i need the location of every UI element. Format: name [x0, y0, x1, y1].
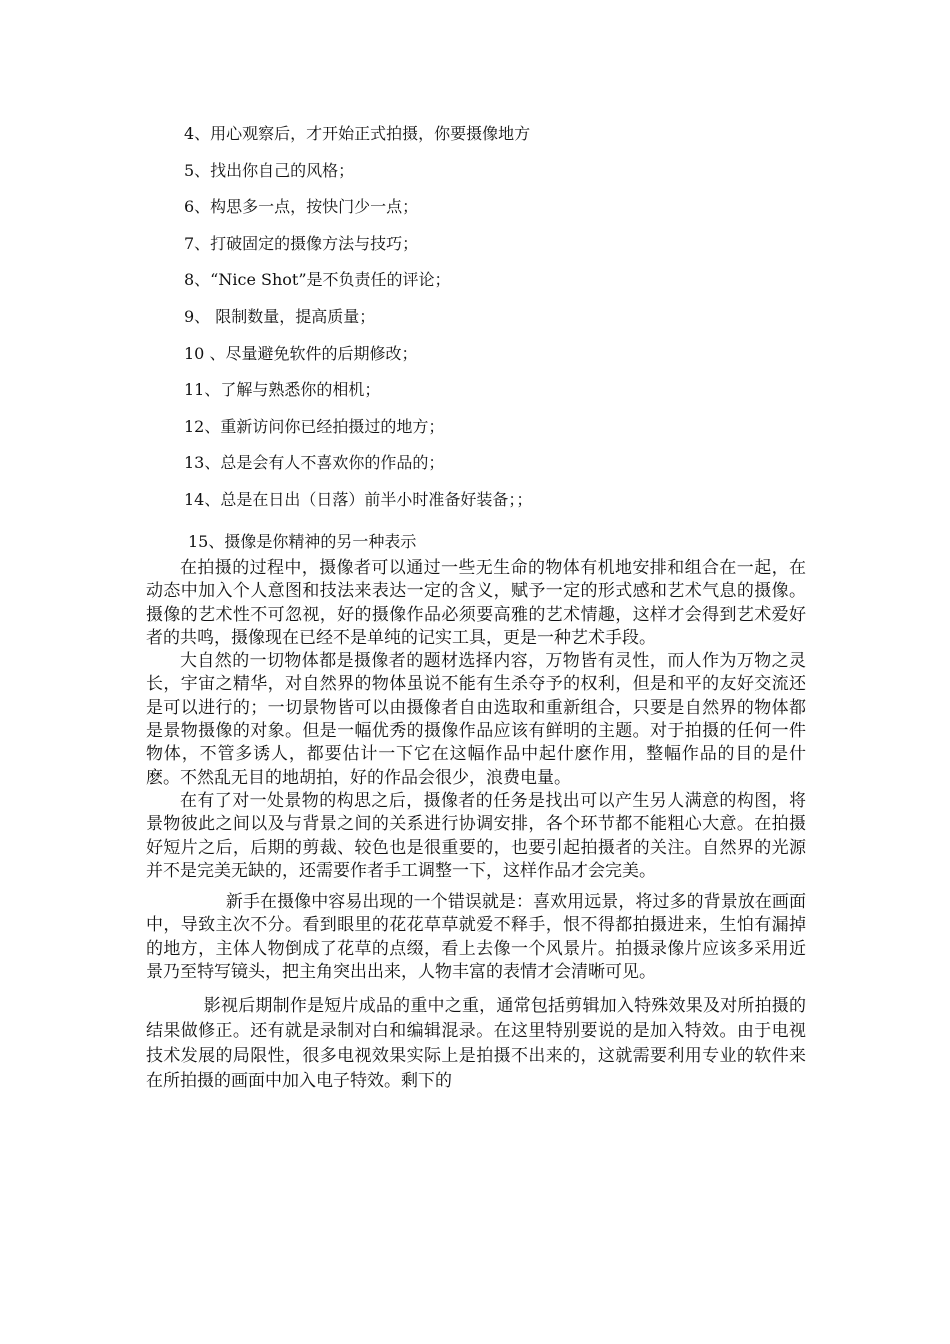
paragraph: 影视后期制作是短片成品的重中之重，通常包括剪辑加入特殊效果及对所拍摄的结果做修正。还有就是录制对白和编辑混录。在这里特别要说的是加入特效。由于电视技术发展的局限性，很多电视效果实际上是拍摄不出来的，这就需要利用专业的软件来在所拍摄的画面中加入电子特效。剩下的 [146, 996, 806, 1092]
paragraph: 在拍摄的过程中，摄像者可以通过一些无生命的物体有机地安排和组合在一起，在动态中加入个人意图和技法来表达一定的含义，赋予一定的形式感和艺术气息的摄像。摄像的艺术性不可忽视，好的摄像作品必须要高雅的艺术情趣，这样才会得到艺术爱好者的共鸣，摄像现在已经不是单纯的记实工具，更是一种艺术手段。 [146, 558, 806, 648]
list-item: 12、重新访问你已经拍摄过的地方； [184, 416, 445, 436]
list-item: 8、“Nice Shot”是不负责任的评论； [184, 270, 451, 290]
list-item: 15、摄像是你精神的另一种表示 [188, 532, 417, 551]
list-item: 5、找出你自己的风格； [184, 160, 355, 180]
list-item: 6、构思多一点，按快门少一点； [184, 197, 419, 217]
body-text [146, 557, 806, 1094]
list-item: 4、用心观察后，才开始正式拍摄，你要摄像地方 [184, 124, 531, 143]
paragraph: 新手在摄像中容易出现的一个错误就是：喜欢用远景，将过多的背景放在画面中，导致主次不分。看到眼里的花花草草就爱不释手，恨不得都拍摄进来，生怕有漏掉的地方，主体人物倒成了花草的点缀，看上去像一个风景片。拍摄录像片应该多采用近景乃至特写镜头，把主角突出出来，人物丰富的表情才会清晰可见。 [146, 892, 806, 983]
list-item: 13、总是会有人不喜欢你的作品的； [184, 453, 445, 473]
paragraph: 大自然的一切物体都是摄像者的题材选择内容，万物皆有灵性，而人作为万物之灵长，宇宙之精华，对自然界的物体虽说不能有生杀夺予的权利，但是和平的友好交流还是可以进行的；一切景物皆可以由摄像者自由选取和重新组合，只要是自然界的物体都是景物摄像的对象。但是一幅优秀的摄像作品应该有鲜明的主题。对于拍摄的任何一件物体，不管多诱人，都要估计一下它在这幅作品中起什麽作用，整幅作品的目的是什麽。不然乱无目的地胡拍，好的作品会很少，浪费电量。 [146, 651, 806, 788]
list-item: 10 、尽量避免软件的后期修改； [184, 343, 418, 363]
paragraph: 在有了对一处景物的构思之后，摄像者的任务是找出可以产生另人满意的构图，将景物彼此之间以及与背景之间的关系进行协调安排，各个环节都不能粗心大意。在拍摄好短片之后，后期的剪裁、较色也是很重要的，也要引起拍摄者的关注。自然界的光源并不是完美无缺的，还需要作者手工调整一下，这样作品才会完美。 [146, 790, 806, 881]
list-item: 14、总是在日出（日落）前半小时准备好装备；； [184, 489, 533, 509]
list-item: 7、打破固定的摄像方法与技巧； [184, 233, 419, 253]
list-item: 9、 限制数量，提高质量； [184, 306, 376, 326]
tips-list [184, 124, 824, 551]
list-item: 11、了解与熟悉你的相机； [184, 380, 381, 400]
